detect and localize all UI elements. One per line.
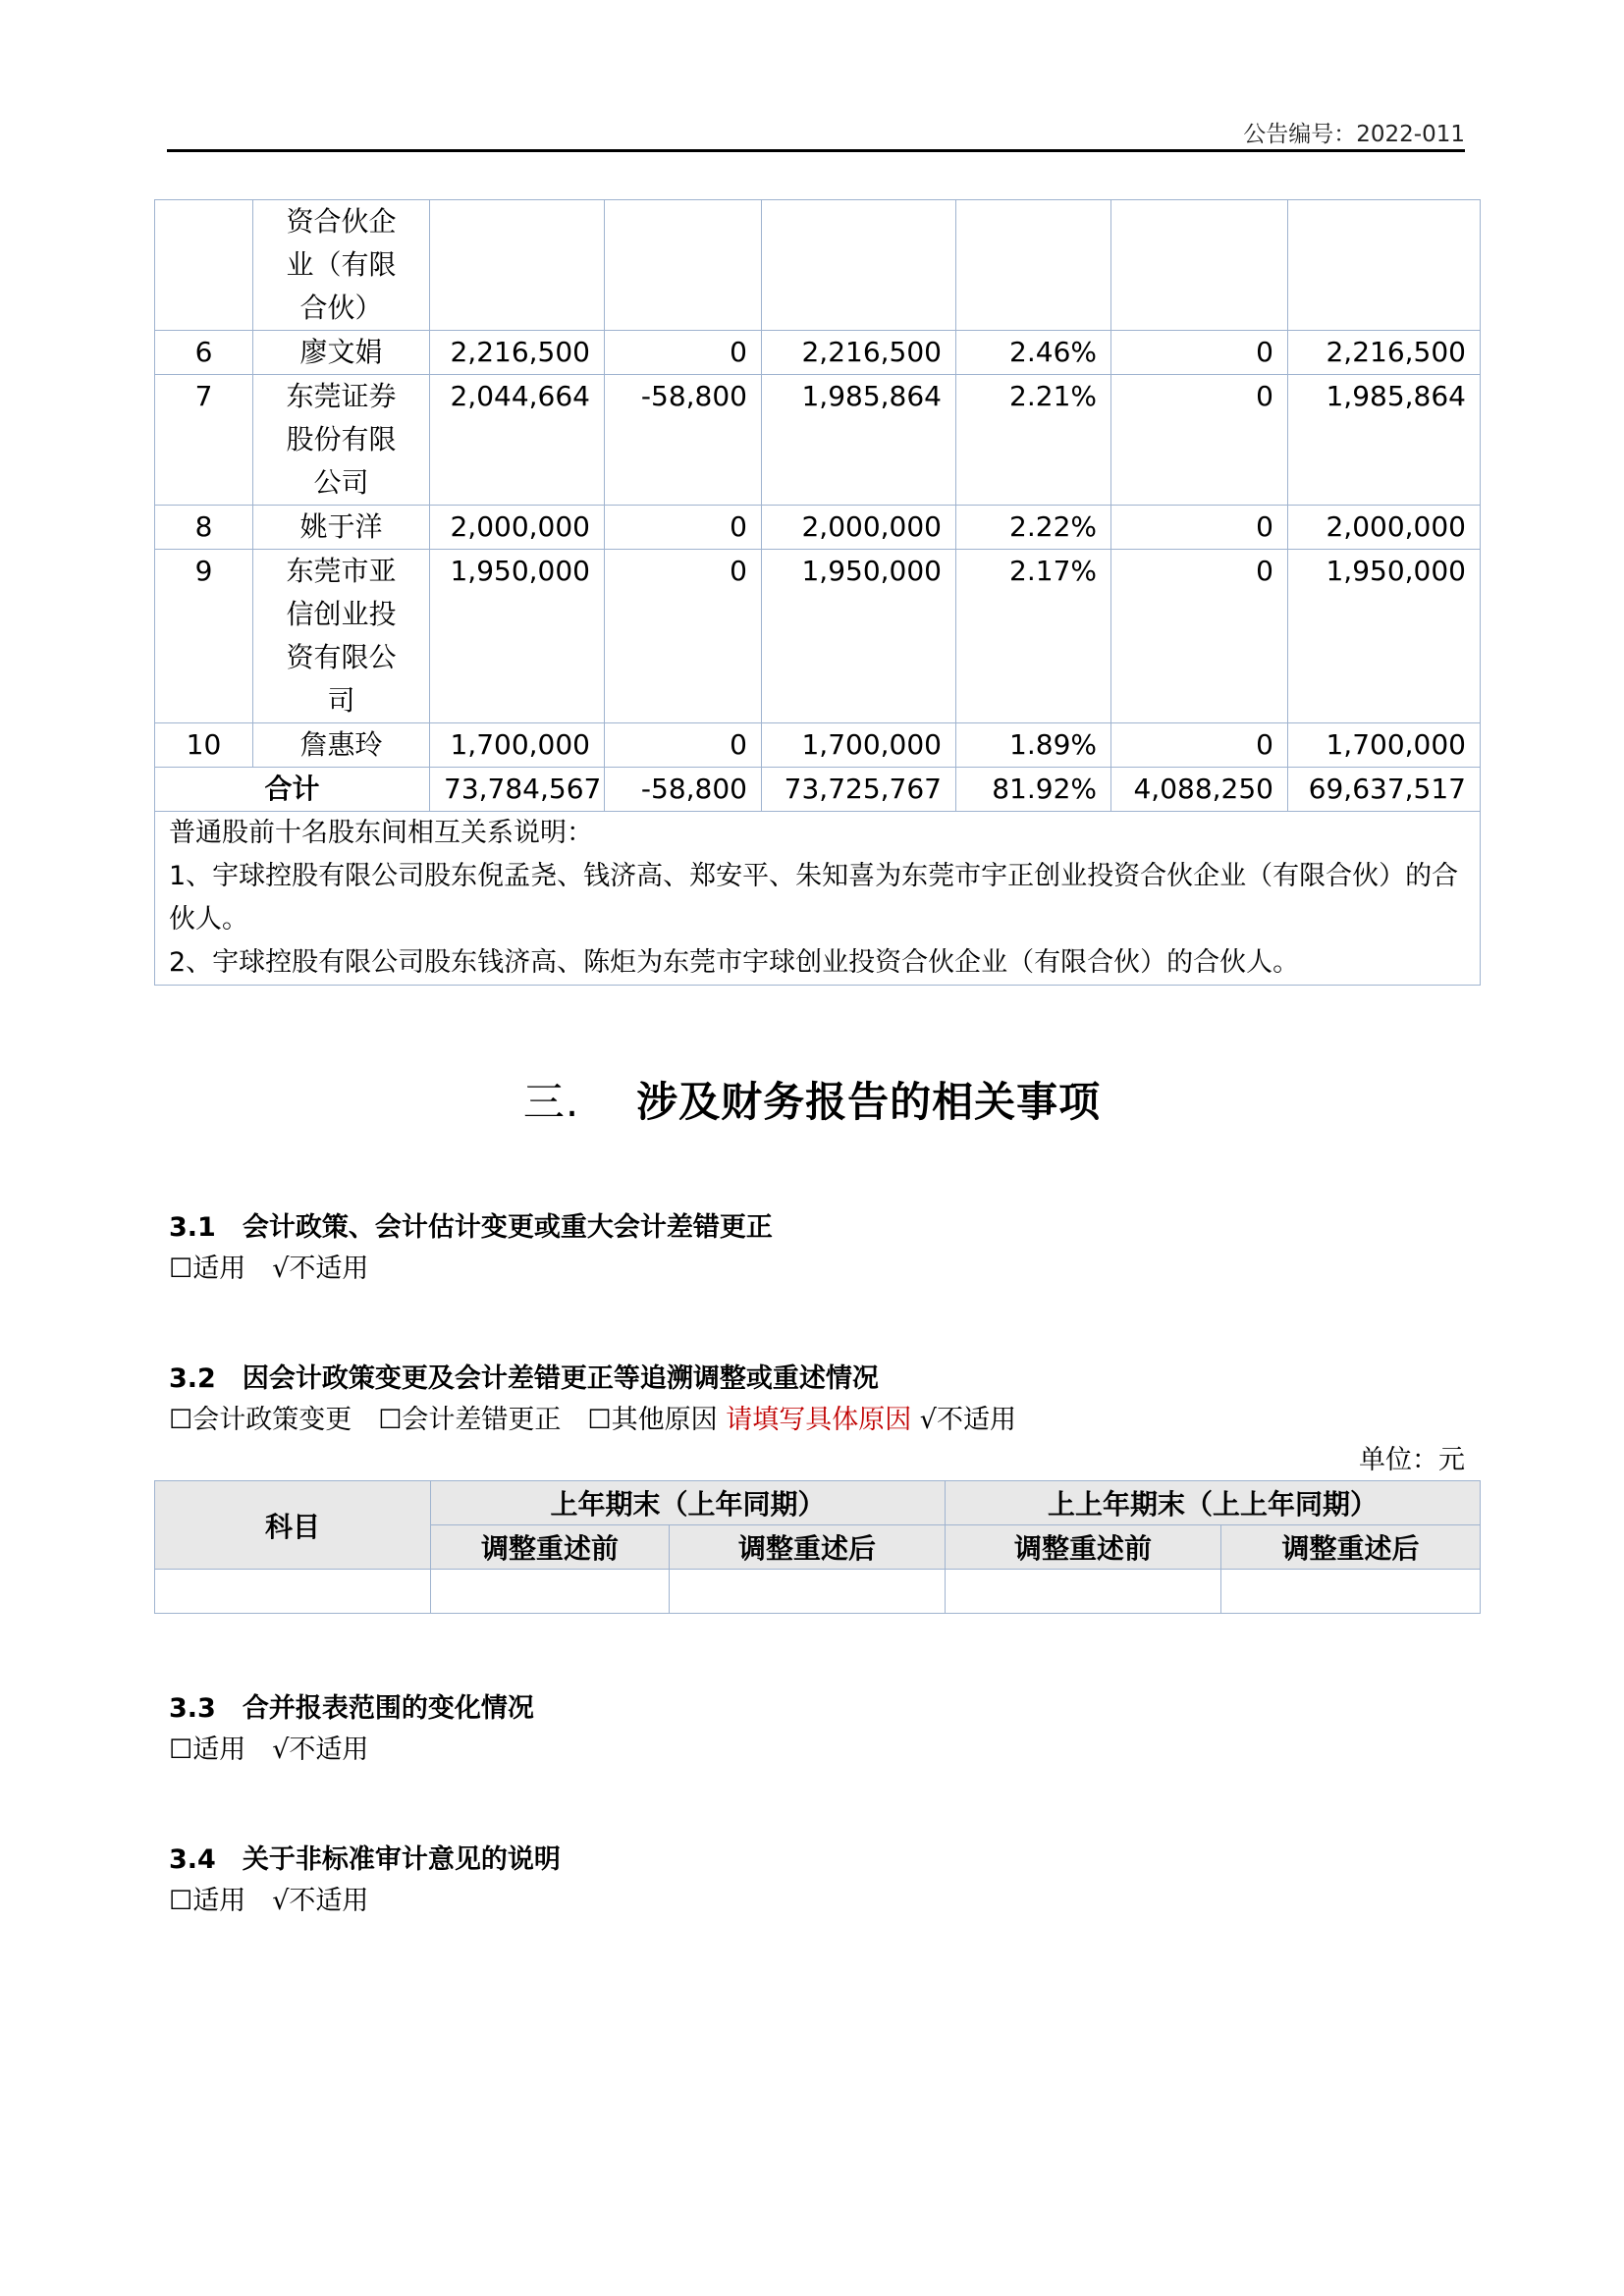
total-end: 73,725,767 [762,768,956,812]
total-restricted: 4,088,250 [1111,768,1288,812]
name-cell: 资合伙企业（有限合伙） [253,200,430,331]
section-number: 三. [522,1078,580,1126]
change-shares: 0 [605,723,762,768]
table-row [155,550,1481,723]
table-row [155,331,1481,375]
ratio: 2.17% [956,550,1111,723]
top-shareholders-table [154,199,1481,986]
subsection-3-2-title: 3.2 因会计政策变更及会计差错更正等追溯调整或重述情况 [169,1363,879,1394]
subject-header: 科目 [155,1481,431,1570]
option-checkboxes: ☐会计政策变更 ☐会计差错更正 ☐其他原因 [169,1405,727,1435]
begin-shares: 2,000,000 [430,506,605,550]
header-rule [167,149,1465,152]
total-change: -58,800 [605,768,762,812]
subsection-3-3-title: 3.3 合并报表范围的变化情况 [169,1693,534,1724]
total-begin: 73,784,567 [430,768,605,812]
total-row [155,768,1481,812]
table-row [155,200,1481,331]
name-cell: 詹惠玲 [253,723,430,768]
table-row [155,506,1481,550]
total-unrestricted: 69,637,517 [1288,768,1481,812]
begin-shares: 1,950,000 [430,550,605,723]
rank-cell: 10 [155,723,253,768]
note-line: 普通股前十名股东间相互关系说明： [169,818,593,848]
name-cell: 东莞市亚信创业投资有限公司 [253,550,430,723]
end-shares: 1,985,864 [762,375,956,506]
restricted-shares: 0 [1111,506,1288,550]
begin-shares: 2,044,664 [430,375,605,506]
subsection-3-3-options: ☐适用 √不适用 [169,1735,369,1765]
begin-shares: 2,216,500 [430,331,605,375]
announcement-number: 公告编号：2022-011 [1243,122,1465,147]
table-row [155,1570,1481,1614]
total-ratio: 81.92% [956,768,1111,812]
ratio: 1.89% [956,723,1111,768]
table-row [155,375,1481,506]
end-shares: 2,216,500 [762,331,956,375]
unrestricted-shares: 1,985,864 [1288,375,1481,506]
note-line: 2、宇球控股有限公司股东钱济高、陈炬为东莞市宇球创业投资合伙企业（有限合伙）的合伙人。 [169,947,1300,978]
rank-cell: 7 [155,375,253,506]
total-label: 合计 [155,768,430,812]
subsection-3-2-options [169,1398,1016,1436]
ratio: 2.46% [956,331,1111,375]
unrestricted-shares: 1,700,000 [1288,723,1481,768]
subsection-3-4-options: ☐适用 √不适用 [169,1886,369,1916]
rank-cell: 6 [155,331,253,375]
rank-cell: 9 [155,550,253,723]
not-applicable-option: √不适用 [911,1405,1016,1435]
after-header: 调整重述后 [1221,1525,1481,1570]
unrestricted-shares: 2,000,000 [1288,506,1481,550]
restricted-shares: 0 [1111,331,1288,375]
end-shares: 1,700,000 [762,723,956,768]
after-header: 调整重述后 [670,1525,946,1570]
prev-year-header: 上年期末（上年同期） [431,1481,946,1525]
unrestricted-shares: 1,950,000 [1288,550,1481,723]
subsection-3-4-title: 3.4 关于非标准审计意见的说明 [169,1844,561,1875]
name-cell: 廖文娟 [253,331,430,375]
before-header: 调整重述前 [431,1525,670,1570]
rank-cell: 8 [155,506,253,550]
relationship-notes [155,812,1481,986]
unrestricted-shares: 2,216,500 [1288,331,1481,375]
rank-cell [155,200,253,331]
section-heading [0,1070,1624,1129]
relationship-notes-row [155,812,1481,986]
ratio: 2.22% [956,506,1111,550]
begin-shares: 1,700,000 [430,723,605,768]
change-shares: 0 [605,550,762,723]
name-cell: 东莞证券股份有限公司 [253,375,430,506]
subsection-3-1-options: ☐适用 √不适用 [169,1254,369,1284]
table-row [155,723,1481,768]
reason-placeholder: 请填写具体原因 [726,1405,912,1435]
change-shares: -58,800 [605,375,762,506]
end-shares: 1,950,000 [762,550,956,723]
section-title: 涉及财务报告的相关事项 [636,1078,1102,1126]
change-shares: 0 [605,506,762,550]
unit-label: 单位：元 [1359,1445,1465,1475]
subsection-3-1-title: 3.1 会计政策、会计估计变更或重大会计差错更正 [169,1212,773,1243]
prev2-year-header: 上上年期末（上上年同期） [946,1481,1481,1525]
restatement-table [154,1480,1481,1614]
note-line: 1、宇球控股有限公司股东倪孟尧、钱济高、郑安平、朱知喜为东莞市宇正创业投资合伙企业（有限合伙）的合伙人。 [169,861,1459,934]
end-shares: 2,000,000 [762,506,956,550]
restricted-shares: 0 [1111,723,1288,768]
ratio: 2.21% [956,375,1111,506]
change-shares: 0 [605,331,762,375]
restricted-shares: 0 [1111,375,1288,506]
table-header-row [155,1481,1481,1525]
name-cell: 姚于洋 [253,506,430,550]
restricted-shares: 0 [1111,550,1288,723]
before-header: 调整重述前 [946,1525,1221,1570]
